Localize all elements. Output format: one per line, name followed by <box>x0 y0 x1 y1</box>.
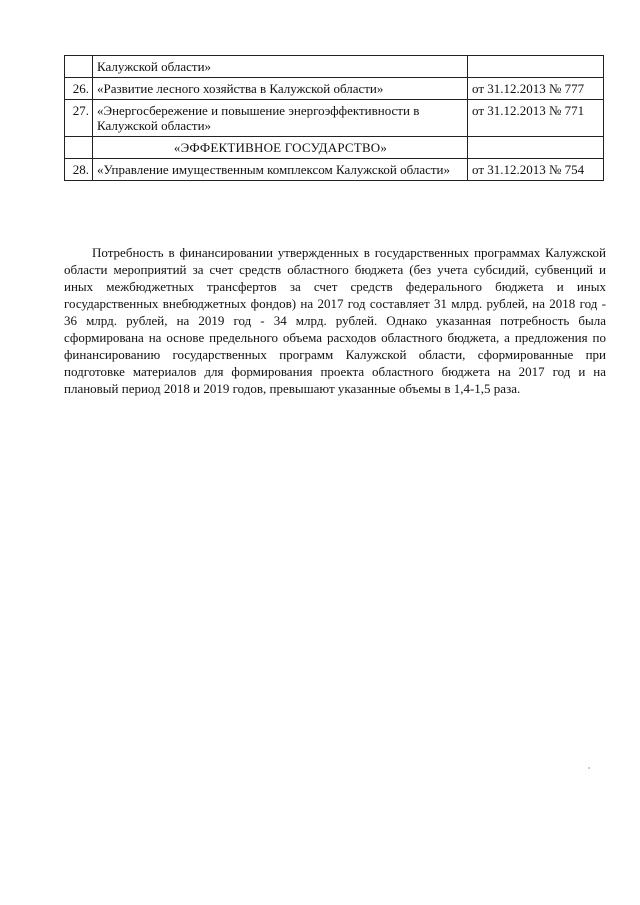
resolution-reference: от 31.12.2013 № 771 <box>468 100 604 137</box>
program-title: «Управление имущественным комплексом Калужской области» <box>93 159 468 181</box>
row-number: 27. <box>65 100 93 137</box>
scan-speck <box>588 767 590 769</box>
table-row <box>65 78 604 100</box>
resolution-reference <box>468 56 604 78</box>
table-row <box>65 56 604 78</box>
row-number: 28. <box>65 159 93 181</box>
row-number <box>65 56 93 78</box>
resolution-reference: от 31.12.2013 № 754 <box>468 159 604 181</box>
body-paragraph: Потребность в финансировании утвержденных в государственных программах Калужской области мероприятий за счет средств областного бюджета (без учета субсидий, субвенций и иных межбюджетных трансфертов за счет средств федерального бюджета и иных государственных внебюджетных фондов) на 2017 год составляет 31 млрд. рублей, на 2018 год - 36 млрд. рублей, на 2019 год - 34 млрд. рублей. Однако указанная потребность была сформирована на основе предельного объема расходов областного бюджета, а предложения по финансированию государственных программ Калужской области, сформированные при подготовке материалов для формирования проекта областного бюджета на 2017 год и на плановый период 2018 и 2019 годов, превышают указанные объемы в 1,4-1,5 раза. <box>64 245 606 396</box>
section-row <box>65 137 604 159</box>
program-title: Калужской области» <box>93 56 468 78</box>
programs-table <box>64 55 604 181</box>
table-row <box>65 100 604 137</box>
resolution-reference: от 31.12.2013 № 777 <box>468 78 604 100</box>
table-row <box>65 159 604 181</box>
programs-table-body <box>65 56 604 181</box>
resolution-reference <box>468 137 604 159</box>
program-title: «Развитие лесного хозяйства в Калужской области» <box>93 78 468 100</box>
section-heading: «ЭФФЕКТИВНОЕ ГОСУДАРСТВО» <box>93 137 468 159</box>
row-number <box>65 137 93 159</box>
row-number: 26. <box>65 78 93 100</box>
program-title: «Энергосбережение и повышение энергоэффективности в Калужской области» <box>93 100 468 137</box>
